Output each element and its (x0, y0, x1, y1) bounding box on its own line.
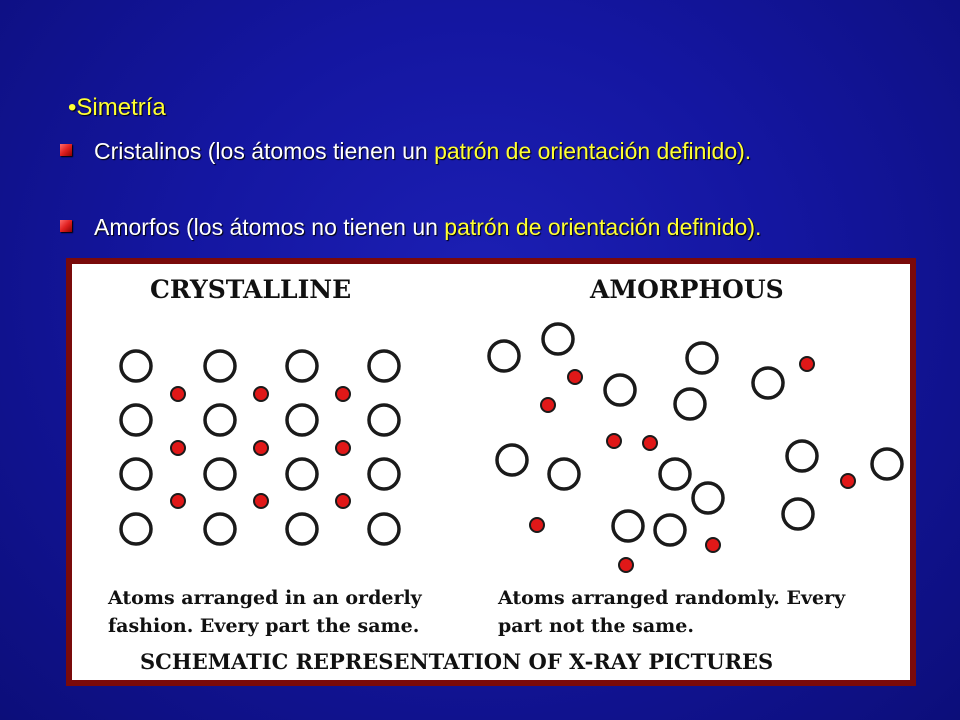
amorphous-caption-line2: part not the same. (498, 615, 694, 637)
small-atom (619, 558, 633, 572)
bullet-text (94, 214, 761, 241)
crystalline-caption-line1: Atoms arranged in an orderly (108, 587, 422, 609)
large-atom (783, 499, 813, 529)
large-atom (287, 405, 317, 435)
small-atom (643, 436, 657, 450)
large-atom (613, 511, 643, 541)
large-atom (543, 324, 573, 354)
bullet-text-start: Amorfos (los átomos no tienen un (94, 214, 445, 240)
large-atom (205, 514, 235, 544)
amorphous-title: AMORPHOUS (590, 275, 784, 304)
figure-footer: SCHEMATIC REPRESENTATION OF X-RAY PICTURES (140, 649, 774, 674)
small-atom (530, 518, 544, 532)
large-atom (287, 514, 317, 544)
bullet-period: . (744, 138, 752, 164)
crystalline-title: CRYSTALLINE (150, 275, 352, 304)
small-atom (171, 494, 185, 508)
small-atom (336, 387, 350, 401)
large-atom (787, 441, 817, 471)
small-atom (568, 370, 582, 384)
small-atom (171, 387, 185, 401)
small-atom (336, 441, 350, 455)
amorphous-caption-line1: Atoms arranged randomly. Every (498, 587, 846, 609)
bullet-text (94, 138, 751, 165)
large-atom (549, 459, 579, 489)
amorphous-atoms (489, 324, 902, 572)
large-atom (369, 351, 399, 381)
small-atom (254, 387, 268, 401)
small-atom (841, 474, 855, 488)
large-atom (205, 405, 235, 435)
large-atom (497, 445, 527, 475)
xray-schematic-svg (72, 264, 910, 680)
bullet-period: . (755, 214, 762, 240)
large-atom (205, 351, 235, 381)
large-atom (872, 449, 902, 479)
bullet-highlight: patrón de orientación definido) (434, 138, 745, 164)
large-atom (687, 343, 717, 373)
large-atom (121, 514, 151, 544)
large-atom (205, 459, 235, 489)
small-atom (254, 494, 268, 508)
square-bullet-icon (60, 144, 72, 156)
large-atom (655, 515, 685, 545)
xray-schematic-figure (66, 258, 916, 686)
crystalline-atoms (121, 351, 399, 544)
bullet-text-start: Cristalinos (los átomos tienen un (94, 138, 435, 164)
large-atom (121, 459, 151, 489)
small-atom (254, 441, 268, 455)
small-atom (706, 538, 720, 552)
large-atom (121, 351, 151, 381)
large-atom (675, 389, 705, 419)
large-atom (369, 405, 399, 435)
large-atom (489, 341, 519, 371)
bullet-highlight: patrón de orientación definido) (444, 214, 756, 240)
large-atom (287, 459, 317, 489)
square-bullet-icon (60, 220, 72, 232)
crystalline-caption-line2: fashion. Every part the same. (108, 615, 420, 637)
small-atom (607, 434, 621, 448)
small-atom (800, 357, 814, 371)
large-atom (121, 405, 151, 435)
large-atom (693, 483, 723, 513)
small-atom (171, 441, 185, 455)
large-atom (287, 351, 317, 381)
large-atom (369, 459, 399, 489)
large-atom (753, 368, 783, 398)
large-atom (369, 514, 399, 544)
large-atom (605, 375, 635, 405)
small-atom (541, 398, 555, 412)
large-atom (660, 459, 690, 489)
slide-heading: •Simetría (68, 94, 166, 121)
small-atom (336, 494, 350, 508)
